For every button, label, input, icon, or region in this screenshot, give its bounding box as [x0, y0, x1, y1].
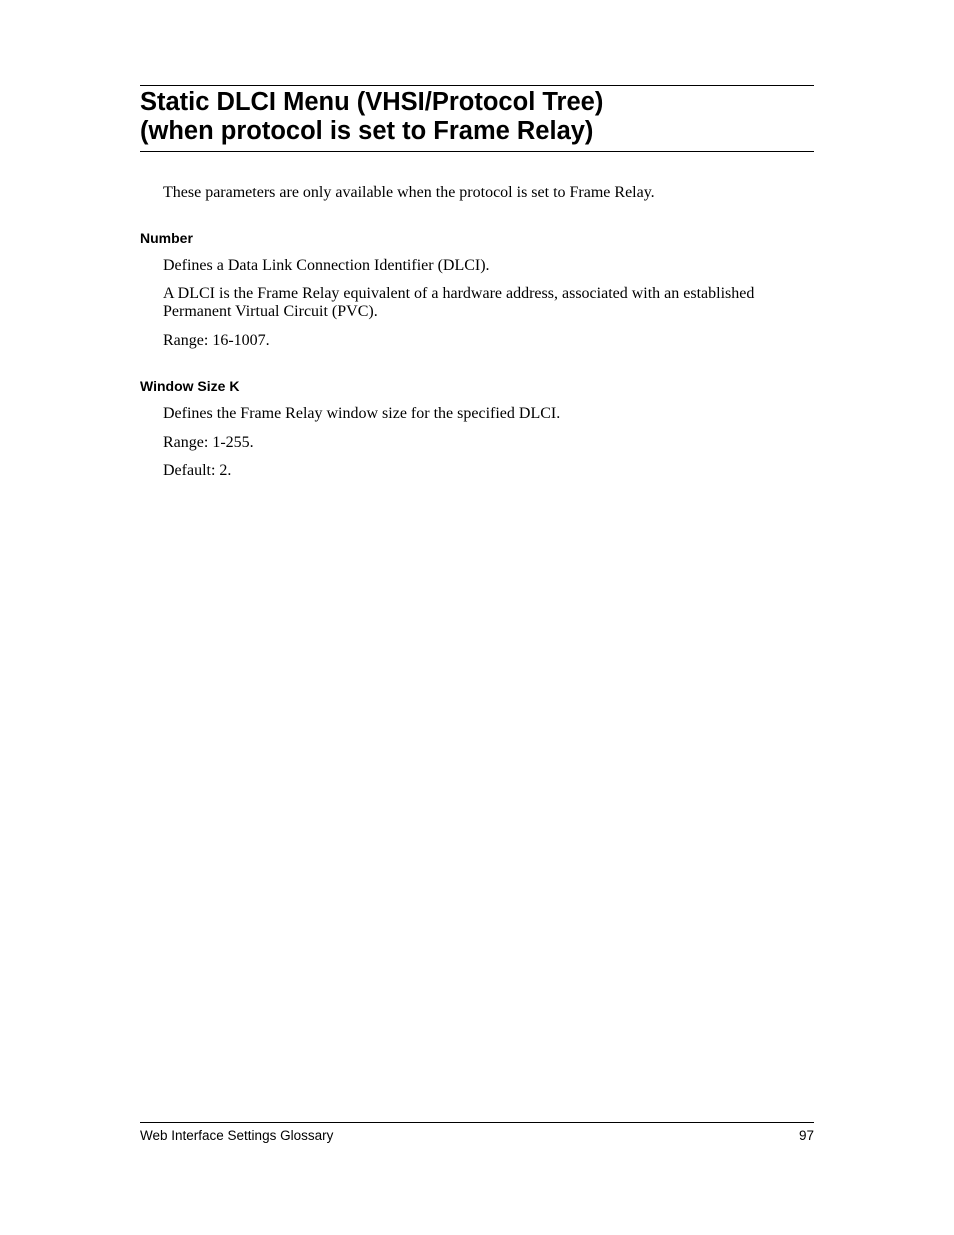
page-title	[140, 88, 814, 146]
number-paragraph-1: Defines a Data Link Connection Identifier (DLCI).	[163, 257, 490, 274]
section-heading-window-size: Window Size K	[140, 378, 240, 394]
window-size-paragraph-2: Range: 1-255.	[163, 434, 254, 451]
window-size-paragraph-3: Default: 2.	[163, 462, 232, 479]
window-size-paragraph-1: Defines the Frame Relay window size for the specified DLCI.	[163, 405, 561, 422]
number-paragraph-2: A DLCI is the Frame Relay equivalent of a hardware address, associated with an established Permanent Virtual Circuit (PVC).	[163, 285, 755, 320]
intro-paragraph: These parameters are only available when the protocol is set to Frame Relay.	[163, 184, 655, 201]
section-heading-number: Number	[140, 230, 193, 246]
page-title-line-1: Static DLCI Menu (VHSI/Protocol Tree)	[140, 88, 604, 116]
page-title-line-2: (when protocol is set to Frame Relay)	[140, 117, 594, 145]
footer-title: Web Interface Settings Glossary	[140, 1128, 334, 1143]
number-paragraph-3: Range: 16-1007.	[163, 332, 270, 349]
title-top-rule	[140, 85, 814, 86]
page-number: 97	[798, 1128, 814, 1143]
footer-rule	[140, 1122, 814, 1123]
title-bottom-rule	[140, 151, 814, 152]
